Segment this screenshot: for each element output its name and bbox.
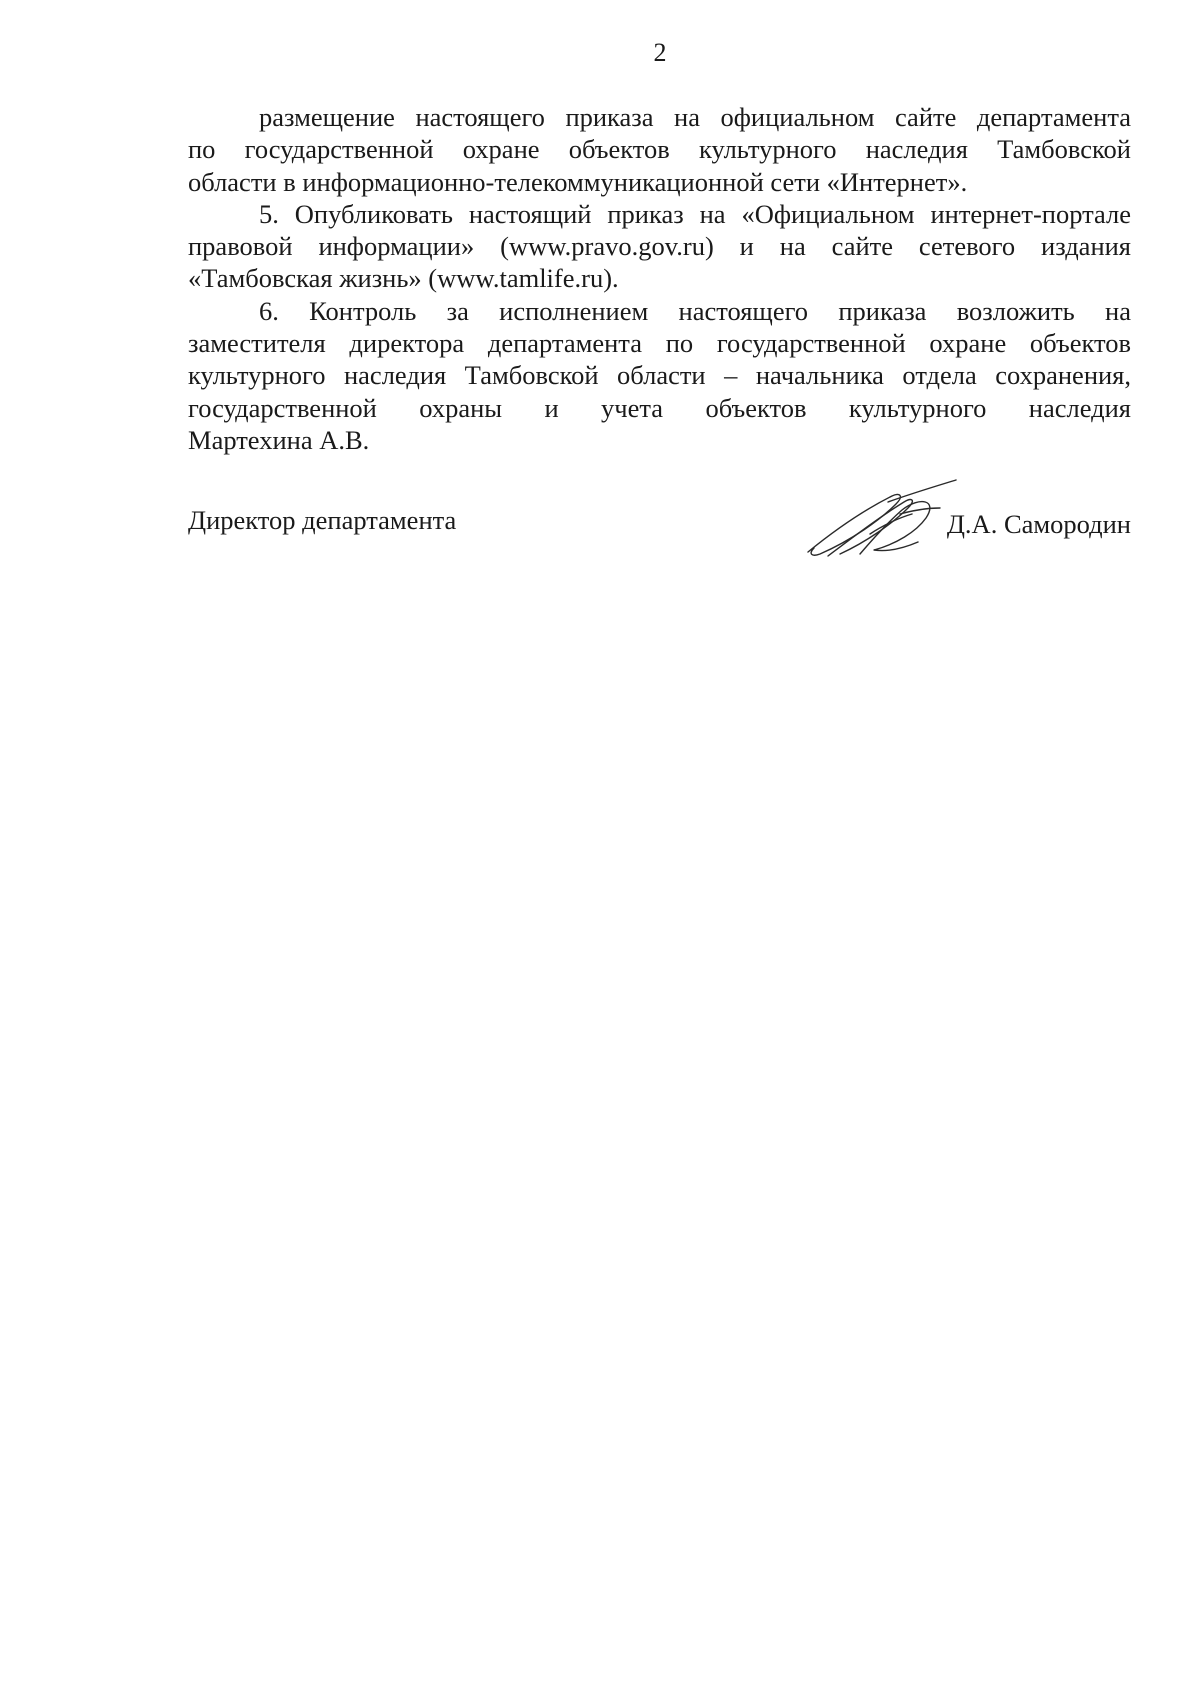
- text-line: правовой информации» (www.pravo.gov.ru) и на сайте сетевого издания: [188, 231, 1131, 262]
- text-line: 5. Опубликовать настоящий приказ на «Официальном интернет-портале: [259, 198, 1131, 229]
- page-number: 2: [653, 38, 667, 67]
- text-line: Мартехина А.В.: [188, 424, 370, 455]
- handwritten-signature: [800, 474, 970, 564]
- text-line: культурного наследия Тамбовской области – начальника отдела сохранения,: [188, 360, 1131, 391]
- text-line: государственной охраны и учета объектов культурного наследия: [188, 392, 1131, 423]
- signature-block: [188, 504, 1131, 574]
- paragraph-item-6: [188, 295, 1131, 456]
- text-line: 6. Контроль за исполнением настоящего приказа возложить на: [259, 295, 1131, 326]
- signatory-name: Д.А. Самородин: [946, 509, 1131, 539]
- text-line: «Тамбовская жизнь» (www.tamlife.ru).: [188, 263, 619, 294]
- signatory-position: Директор департамента: [188, 505, 457, 535]
- text-line: по государственной охране объектов культурного наследия Тамбовской: [188, 134, 1131, 165]
- text-line: области в информационно-телекоммуникационной сети «Интернет».: [188, 166, 968, 197]
- document-body: [188, 101, 1131, 456]
- text-line: размещение настоящего приказа на официальном сайте департамента: [259, 102, 1131, 132]
- paragraph-item-5: [188, 198, 1131, 295]
- paragraph-continuation: [188, 101, 1131, 198]
- text-line: заместителя директора департамента по государственной охране объектов: [188, 328, 1131, 359]
